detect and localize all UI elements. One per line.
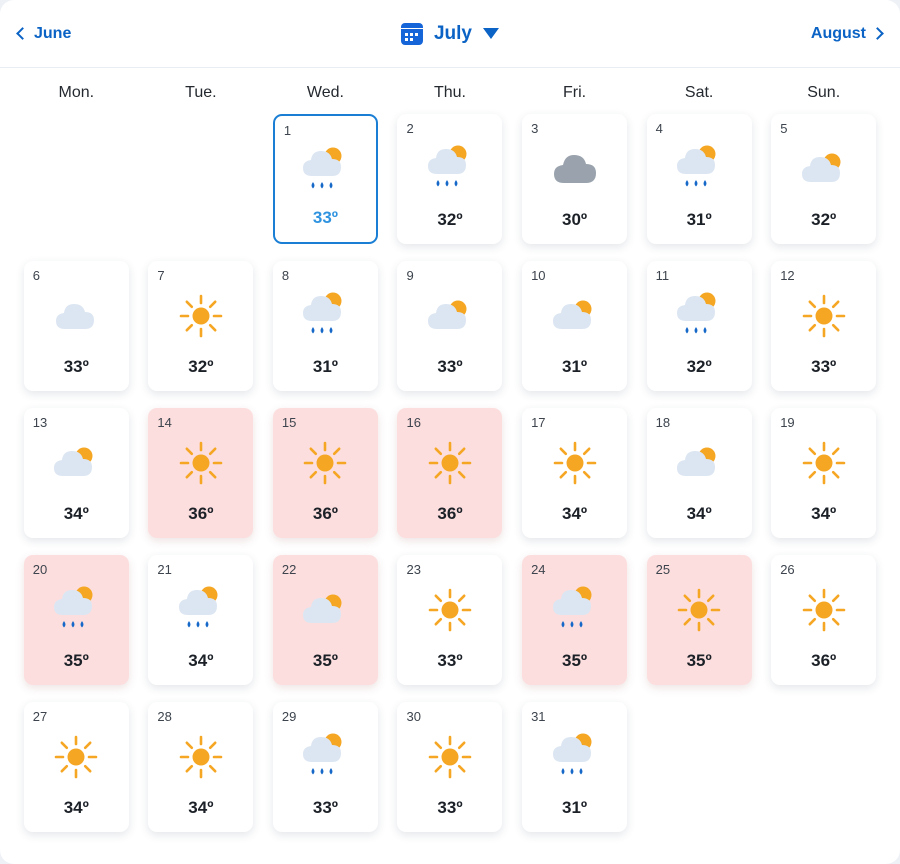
weather-icon [801, 438, 847, 488]
weather-icon [50, 585, 102, 635]
day-number: 11 [655, 268, 670, 283]
sun-behind-cloud-icon [549, 297, 601, 335]
sun-icon [552, 440, 598, 486]
day-number: 6 [32, 268, 41, 283]
sun-icon [801, 587, 847, 633]
temperature-label: 33º [811, 357, 837, 376]
temperature-label: 34º [63, 798, 89, 817]
chevron-right-icon [871, 27, 884, 40]
temperature-label: 31º [686, 210, 712, 229]
day-card[interactable] [397, 114, 502, 244]
calendar-cell [263, 555, 388, 702]
temperature-label: 33º [437, 357, 463, 376]
sun-behind-cloud-icon [50, 444, 102, 482]
temperature-label: 36º [188, 504, 214, 523]
weather-icon [50, 438, 102, 488]
temperature-label: 31º [562, 357, 588, 376]
day-card[interactable] [522, 555, 627, 685]
calendar-cell [388, 261, 513, 408]
weather-icon [178, 438, 224, 488]
day-number: 23 [406, 562, 421, 577]
temperature-label: 33º [437, 651, 463, 670]
calendar-cell [263, 261, 388, 408]
day-card[interactable] [273, 702, 378, 832]
day-card[interactable] [771, 555, 876, 685]
sun-icon [178, 734, 224, 780]
sun-cloud-rain-icon [299, 145, 351, 197]
calendar-cell [139, 114, 264, 261]
weather-icon [427, 438, 473, 488]
weather-icon [299, 291, 351, 341]
day-card[interactable] [148, 555, 253, 685]
temperature-label: 33º [312, 208, 338, 227]
calendar-cell [637, 408, 762, 555]
day-card[interactable] [647, 261, 752, 391]
calendar-cell [14, 261, 139, 408]
empty-day-placeholder [24, 114, 129, 244]
weather-icon [302, 438, 348, 488]
day-card[interactable] [397, 702, 502, 832]
sun-behind-cloud-icon [673, 444, 725, 482]
sun-icon [801, 293, 847, 339]
calendar-cell [14, 114, 139, 261]
calendar-header [0, 0, 900, 68]
day-number: 22 [281, 562, 297, 577]
day-number: 19 [780, 415, 795, 430]
day-card[interactable] [24, 702, 129, 832]
chevron-down-icon[interactable] [483, 28, 499, 39]
temperature-label: 36º [437, 504, 463, 523]
day-number: 9 [406, 268, 414, 283]
temperature-label: 36º [312, 504, 338, 523]
temperature-label: 31º [562, 798, 588, 817]
calendar-cell [637, 555, 762, 702]
calendar-cell [761, 555, 886, 702]
temperature-label: 32º [811, 210, 837, 229]
sun-icon [178, 440, 224, 486]
day-card[interactable] [647, 114, 752, 244]
overcast-cloud-icon [550, 151, 600, 187]
calendar-cell [263, 408, 388, 555]
weather-icon [424, 291, 476, 341]
temperature-label: 31º [312, 357, 338, 376]
temperature-label: 34º [188, 798, 214, 817]
day-number: 2 [406, 121, 414, 136]
calendar-cell [14, 408, 139, 555]
sun-icon [302, 440, 348, 486]
day-number: 7 [157, 268, 165, 283]
calendar-cell [512, 261, 637, 408]
temperature-label: 35º [686, 651, 712, 670]
day-number: 14 [157, 415, 172, 430]
day-number: 3 [531, 121, 539, 136]
weekday-label: Mon. [58, 84, 95, 101]
day-card[interactable] [273, 114, 378, 244]
temperature-label: 34º [811, 504, 837, 523]
day-number: 31 [531, 709, 546, 724]
calendar-cell [388, 408, 513, 555]
sun-cloud-rain-icon [673, 290, 725, 342]
day-number: 8 [281, 268, 290, 283]
temperature-label: 33º [63, 357, 89, 376]
temperature-label: 35º [63, 651, 89, 670]
weekday-label: Fri. [563, 84, 587, 101]
weather-icon [178, 732, 224, 782]
weather-icon [53, 732, 99, 782]
day-card[interactable] [397, 555, 502, 685]
temperature-label: 35º [562, 651, 588, 670]
prev-month-button[interactable] [18, 25, 71, 43]
calendar-cell [512, 114, 637, 261]
temperature-label: 34º [188, 651, 214, 670]
calendar-cell [14, 702, 139, 849]
day-card[interactable] [647, 408, 752, 538]
calendar-cell [761, 408, 886, 555]
empty-day-placeholder [647, 702, 752, 832]
day-number: 25 [655, 562, 671, 577]
calendar-cell [388, 555, 513, 702]
empty-day-placeholder [148, 114, 253, 244]
sun-behind-cloud-icon [798, 150, 850, 188]
temperature-label: 32º [188, 357, 214, 376]
calendar-cell [14, 555, 139, 702]
weather-icon [673, 438, 725, 488]
day-number: 27 [32, 709, 48, 724]
weather-icon [427, 585, 473, 635]
calendar-cell [637, 114, 762, 261]
calendar-icon [401, 23, 423, 45]
sun-behind-cloud-icon [299, 591, 351, 629]
temperature-label: 36º [811, 651, 837, 670]
weather-icon [299, 732, 351, 782]
weather-icon [549, 585, 601, 635]
day-card[interactable] [273, 555, 378, 685]
temperature-label: 30º [562, 210, 588, 229]
temperature-label: 34º [686, 504, 712, 523]
weather-icon [550, 144, 600, 194]
weekday-header-row [0, 68, 900, 108]
temperature-label: 32º [686, 357, 712, 376]
next-month-button[interactable] [811, 25, 882, 43]
day-card[interactable] [273, 408, 378, 538]
weather-icon [427, 732, 473, 782]
chevron-left-icon [16, 27, 29, 40]
day-card[interactable] [397, 261, 502, 391]
day-number: 15 [281, 415, 297, 430]
weekday-label: Sat. [684, 84, 714, 101]
day-number: 28 [157, 709, 172, 724]
day-card[interactable] [24, 408, 129, 538]
calendar-cell [512, 555, 637, 702]
calendar-cell [139, 408, 264, 555]
weather-icon [673, 144, 725, 194]
sun-cloud-rain-icon [549, 584, 601, 636]
day-card[interactable] [522, 408, 627, 538]
day-card[interactable] [148, 408, 253, 538]
sun-icon [427, 587, 473, 633]
sun-cloud-rain-icon [175, 584, 227, 636]
day-number: 5 [780, 121, 788, 136]
calendar-cell [761, 261, 886, 408]
calendar-cell [637, 702, 762, 849]
temperature-label: 34º [562, 504, 588, 523]
weather-icon [798, 144, 850, 194]
day-card[interactable] [24, 555, 129, 685]
day-number: 26 [780, 562, 795, 577]
day-number: 10 [531, 268, 546, 283]
sun-cloud-rain-icon [299, 731, 351, 783]
sun-icon [178, 293, 224, 339]
sun-cloud-rain-icon [50, 584, 102, 636]
calendar-cell [139, 702, 264, 849]
day-card[interactable] [148, 261, 253, 391]
day-card[interactable] [771, 261, 876, 391]
weather-icon [801, 585, 847, 635]
sun-cloud-rain-icon [299, 290, 351, 342]
weekday-label: Thu. [433, 84, 466, 101]
weekday-label: Tue. [185, 84, 217, 101]
temperature-label: 33º [437, 798, 463, 817]
weekday-label: Wed. [306, 84, 344, 101]
day-card[interactable] [148, 702, 253, 832]
sun-behind-cloud-icon [424, 297, 476, 335]
calendar-cell [761, 114, 886, 261]
month-selector[interactable] [401, 23, 499, 45]
sun-cloud-rain-icon [424, 143, 476, 195]
weather-icon [549, 732, 601, 782]
calendar-cell [388, 702, 513, 849]
day-number: 1 [283, 123, 292, 138]
next-month-label: August [810, 24, 866, 42]
weather-icon [549, 291, 601, 341]
calendar-cell [139, 261, 264, 408]
day-number: 12 [780, 268, 795, 283]
day-number: 17 [531, 415, 546, 430]
weather-icon [52, 291, 100, 341]
sun-icon [53, 734, 99, 780]
day-number: 4 [655, 121, 663, 136]
calendar-cell [512, 702, 637, 849]
day-card[interactable] [771, 408, 876, 538]
weather-icon [801, 291, 847, 341]
calendar-cell [139, 555, 264, 702]
cloud-icon [52, 298, 100, 334]
day-number: 13 [32, 415, 48, 430]
day-card[interactable] [522, 114, 627, 244]
weather-icon [552, 438, 598, 488]
weekday-label: Sun. [807, 84, 841, 101]
temperature-label: 32º [437, 210, 463, 229]
temperature-label: 35º [312, 651, 338, 670]
calendar-cell [263, 114, 388, 261]
day-card[interactable] [771, 114, 876, 244]
day-number: 18 [655, 415, 671, 430]
sun-cloud-rain-icon [673, 143, 725, 195]
sun-icon [801, 440, 847, 486]
day-number: 21 [157, 562, 172, 577]
sun-icon [676, 587, 722, 633]
day-number: 24 [531, 562, 546, 577]
prev-month-label: June [34, 24, 72, 42]
temperature-label: 34º [63, 504, 89, 523]
calendar-cell [637, 261, 762, 408]
weather-icon [175, 585, 227, 635]
calendar-cell [263, 702, 388, 849]
current-month-label: July [433, 22, 473, 44]
calendar-cell [761, 702, 886, 849]
calendar-grid [0, 108, 900, 849]
sun-cloud-rain-icon [549, 731, 601, 783]
day-number: 29 [281, 709, 297, 724]
sun-icon [427, 734, 473, 780]
weather-icon [676, 585, 722, 635]
weather-icon [178, 291, 224, 341]
empty-day-placeholder [771, 702, 876, 832]
temperature-label: 33º [312, 798, 338, 817]
day-number: 30 [406, 709, 421, 724]
day-card[interactable] [522, 702, 627, 832]
sun-icon [427, 440, 473, 486]
day-number: 20 [32, 562, 48, 577]
day-card[interactable] [273, 261, 378, 391]
day-card[interactable] [24, 261, 129, 391]
weather-icon [424, 144, 476, 194]
weather-icon [673, 291, 725, 341]
calendar-cell [512, 408, 637, 555]
day-card[interactable] [522, 261, 627, 391]
calendar-cell [388, 114, 513, 261]
day-number: 16 [406, 415, 421, 430]
weather-icon [299, 585, 351, 635]
day-card[interactable] [647, 555, 752, 685]
day-card[interactable] [397, 408, 502, 538]
weather-icon [299, 146, 351, 196]
